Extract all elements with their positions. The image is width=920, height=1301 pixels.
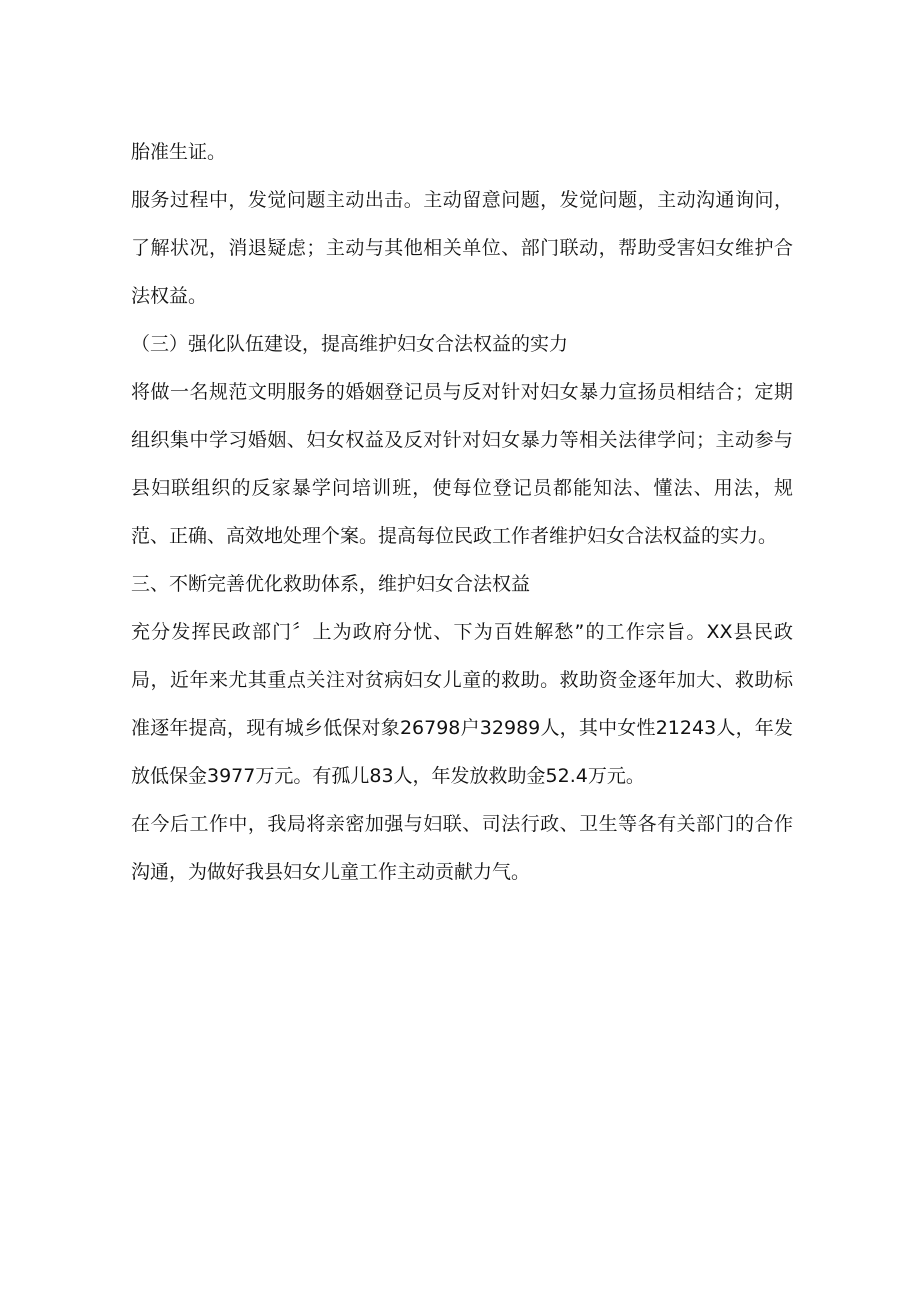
paragraph-relief-statistics: 充分发挥民政部门〞上为政府分忧、下为百姓解愁”的工作宗旨。XX县民政局，近年来尤其重点关注对贫病妇女儿童的救助。救助资金逐年加大、救助标准逐年提高，现有城乡低保对象26798户32989人，其中女性21243人，年发放低保金3977万元。有孤儿83人，年发放救助金52.4万元。 — [131, 621, 793, 787]
section-heading-relief-system: 三、不断完善优化救助体系，维护妇女合法权益 — [131, 573, 531, 595]
document-body — [131, 128, 793, 896]
paragraph-continuation: 胎准生证。 — [131, 141, 227, 163]
paragraph-future-work: 在今后工作中，我局将亲密加强与妇联、司法行政、卫生等各有关部门的合作沟通，为做好我县妇女儿童工作主动贡献力气。 — [131, 813, 793, 883]
paragraph-proactive-service: 服务过程中，发觉问题主动出击。主动留意问题，发觉问题，主动沟通询问，了解状况，消退疑虑；主动与其他相关单位、部门联动，帮助受害妇女维护合法权益。 — [131, 189, 793, 307]
paragraph-team-building: 将做一名规范文明服务的婚姻登记员与反对针对妇女暴力宣扬员相结合；定期组织集中学习婚姻、妇女权益及反对针对妇女暴力等相关法律学问；主动参与县妇联组织的反家暴学问培训班，使每位登记员都能知法、懂法、用法，规范、正确、高效地处理个案。提高每位民政工作者维护妇女合法权益的实力。 — [131, 381, 793, 547]
section-heading-team-building: （三）强化队伍建设，提高维护妇女合法权益的实力 — [131, 333, 569, 355]
